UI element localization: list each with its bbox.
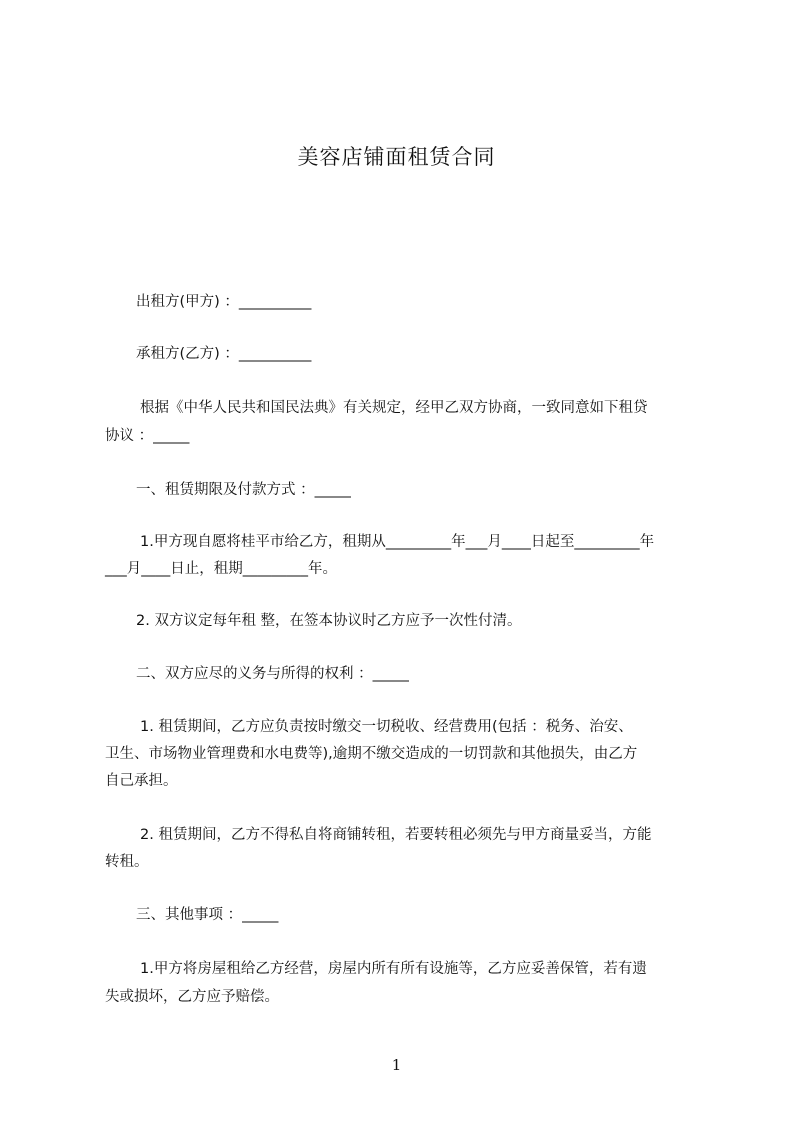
s2-item-2-line-1: 2. 租赁期间，乙方不得私自将商铺转租，若要转租必须先与甲方商量妥当，方能 — [140, 827, 652, 843]
s2-item-1-line-1: 1. 租赁期间，乙方应负责按时缴交一切税收、经营费用(包括 ：税务、治安、 — [140, 719, 633, 735]
s1-item-1-line-2: ___月____日止，租期_________年。 — [105, 561, 337, 577]
s2-item-1-line-2: 卫生、市场物业管理费和水电费等),逾期不缴交造成的一切罚款和其他损失，由乙方 — [105, 746, 638, 762]
s2-item-1-line-3: 自己承担。 — [105, 773, 178, 789]
s1-item-2: 2. 双方议定每年租 整，在签本协议时乙方应予一次性付清。 — [136, 613, 522, 629]
page-title: 美容店铺面租赁合同 — [297, 145, 496, 169]
s3-item-1-line-2: 失或损坏，乙方应予赔偿。 — [105, 989, 279, 1005]
section-2-heading: 二、双方应尽的义务与所得的权利 ：_____ — [136, 666, 409, 682]
lessor-line: 出租方(甲方) ：__________ — [136, 294, 312, 310]
s1-item-1-line-1: 1.甲方现自愿将桂平市给乙方，租期从_________年___月____日起至_________年 — [140, 534, 655, 550]
intro-line-1: 根据《中华人民共和国民法典》有关规定，经甲乙双方协商，一致同意如下租贷 — [140, 400, 648, 416]
lessee-line: 承租方(乙方) ：__________ — [136, 346, 312, 362]
s2-item-2-line-2: 转租。 — [105, 854, 149, 870]
s3-item-1-line-1: 1.甲方将房屋租给乙方经营，房屋内所有所有设施等，乙方应妥善保管，若有遗 — [140, 961, 647, 977]
section-3-heading: 三、其他事项 ：_____ — [136, 907, 279, 923]
page-number: 1 — [391, 1056, 402, 1074]
intro-line-2: 协议 ：_____ — [105, 428, 190, 444]
section-1-heading: 一、租赁期限及付款方式 ：_____ — [136, 482, 351, 498]
